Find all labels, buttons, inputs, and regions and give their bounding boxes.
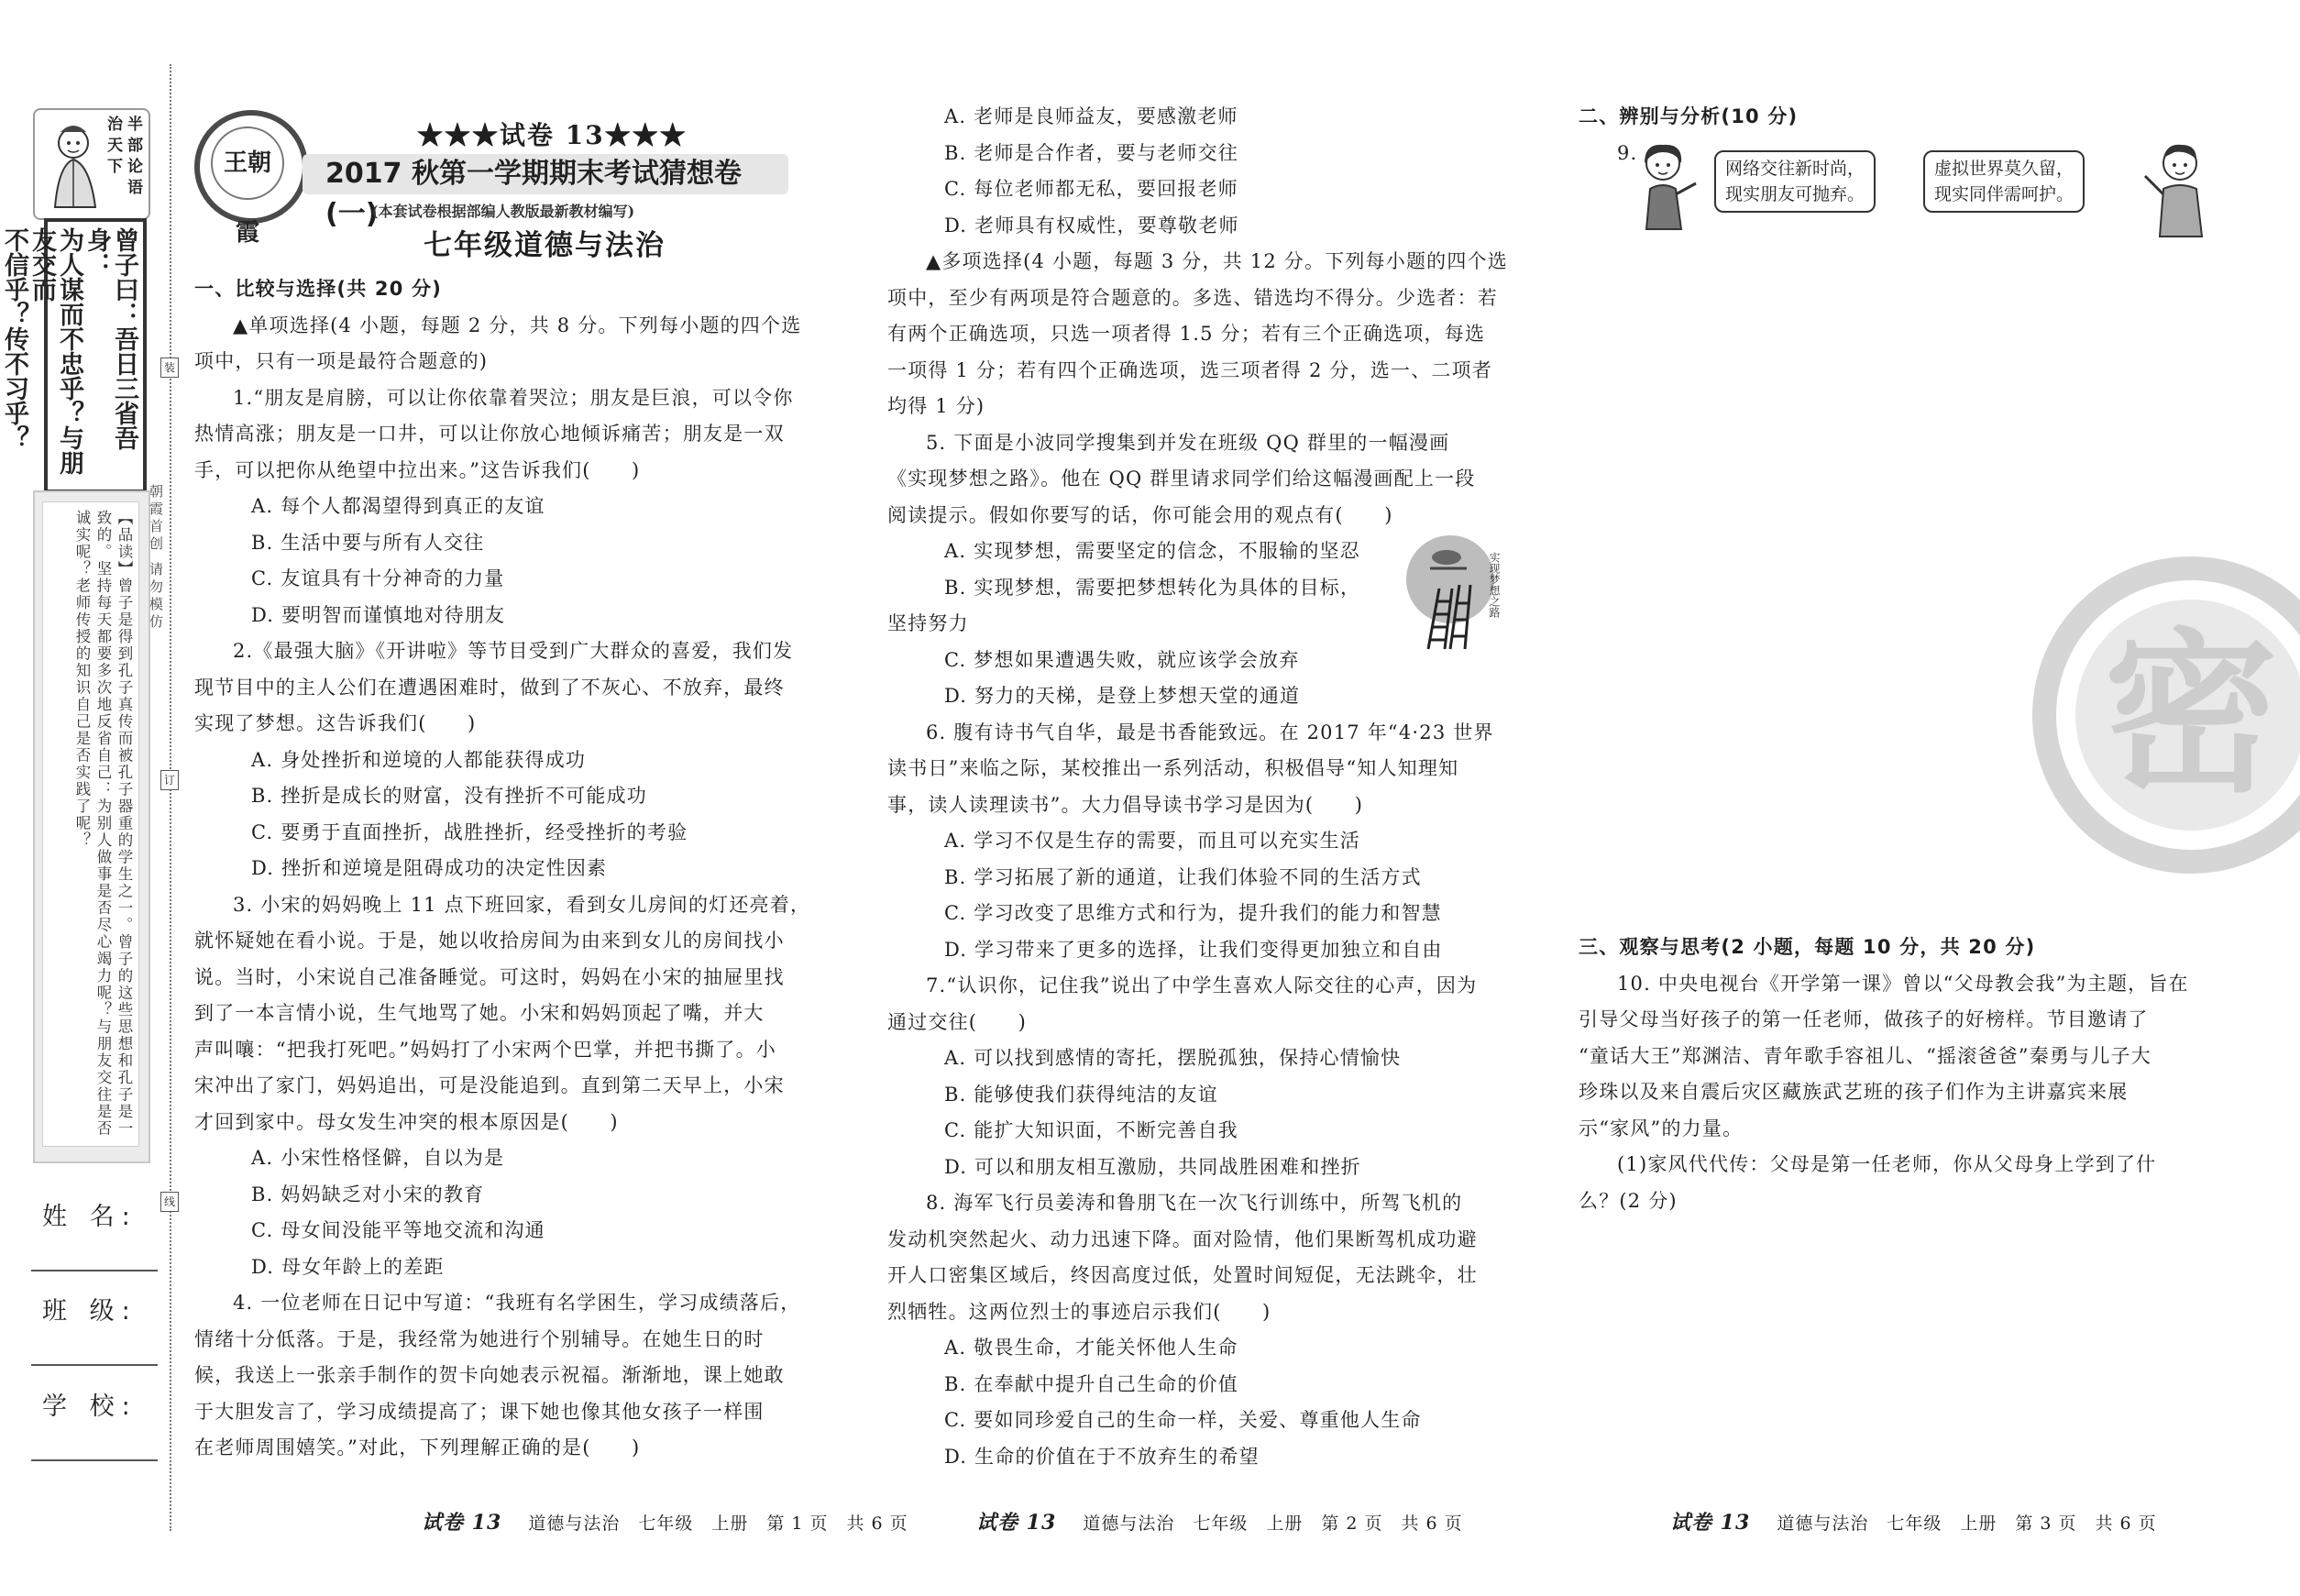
answer-option: D. 挫折和逆境是阻碍成功的决定性因素 [251, 857, 608, 879]
footer-2-exam: 试卷 13 [976, 1511, 1057, 1535]
question-text-line: 示“家风”的力量。 [1579, 1117, 1744, 1139]
logo-text: 王朝霞 [211, 127, 284, 200]
question-text-line: 通过交往( ) [887, 1010, 1027, 1033]
comment-box [33, 490, 150, 1163]
subject-title: 七年级道德与法治 [424, 229, 666, 262]
answer-option: C. 友谊具有十分神奇的力量 [251, 567, 505, 589]
question-9-number: 9. [1617, 141, 1638, 164]
footer-1-exam: 试卷 13 [422, 1511, 502, 1535]
banxian-motto: 半部论语治天下 [104, 116, 142, 200]
answer-option: A. 小宋性格怪僻，自以为是 [251, 1147, 505, 1169]
confucius-illustration [42, 119, 108, 211]
section-3-block [1579, 930, 2220, 1219]
question-text-line: 2.《最强大脑》《开讲啦》等节目受到广大群众的喜爱，我们发 [233, 640, 794, 662]
section-2-heading: 二、辨别与分析(10 分) [1579, 105, 1799, 127]
answer-option: B. 能够使我们获得纯洁的友谊 [944, 1083, 1218, 1106]
question-text-line: (1)家风代代传：父母是第一任老师，你从父母身上学到了什 [1617, 1153, 2157, 1175]
answer-option: C. 梦想如果遭遇失败，就应该学会放弃 [944, 648, 1300, 671]
answer-option: B. 挫折是成长的财富，没有挫折不可能成功 [251, 785, 647, 807]
question-text-line: 手，可以把你从绝望中拉出来。”这告诉我们( ) [194, 458, 641, 481]
question-text-line: 事，读人读理读书”。大力倡导读书学习是因为( ) [887, 793, 1364, 816]
question-text-line: 4. 一位老师在日记中写道：“我班有名学困生，学习成绩落后， [233, 1292, 801, 1314]
question-10 [1579, 966, 2220, 1220]
answer-option: D. 努力的天梯，是登上梦想天堂的通道 [944, 685, 1301, 707]
bubble-right-line-2: 现实同伴需呵护。 [1934, 184, 2074, 204]
footer-3-info: 道德与法治 七年级 上册 第 3 页 共 6 页 [1777, 1513, 2157, 1534]
name-label: 姓 名: [42, 1203, 138, 1231]
answer-option: D. 学习带来了更多的选择，让我们变得更加独立和自由 [944, 938, 1443, 961]
bubble-left-line-1: 网络交往新时尚， [1725, 159, 1865, 179]
footer-1-info: 道德与法治 七年级 上册 第 1 页 共 6 页 [528, 1513, 908, 1534]
question-text-line: 5. 下面是小波同学搜集到并发在班级 QQ 群里的一幅漫画 [926, 431, 1450, 454]
answer-option: A. 实现梦想，需要坚定的信念，不服输的坚忍 [944, 540, 1360, 562]
secret-stamp [2026, 550, 2300, 880]
section-3-heading: 三、观察与思考(2 小题，每题 10 分，共 20 分) [1579, 936, 2036, 958]
answer-option: C. 每位老师都无私，要回报老师 [944, 178, 1238, 200]
answer-option: D. 要明智而谨慎地对待朋友 [251, 603, 506, 626]
banxian-box [33, 108, 150, 220]
question-text-line: ▲单项选择(4 小题，每题 2 分，共 8 分。下列每小题的四个选 [233, 314, 802, 336]
bubble-left-line-2: 现实朋友可抛弃。 [1725, 184, 1865, 204]
bubble-left [1714, 150, 1876, 213]
section-heading: 一、比较与选择(共 20 分) [194, 278, 443, 300]
exam-number: ★★★试卷 13★★★ [417, 120, 688, 150]
binding-cut-line [170, 64, 171, 1531]
answer-option: B. 实现梦想，需要把梦想转化为具体的目标， [944, 576, 1361, 599]
question-text-line: 么？(2 分) [1579, 1189, 1678, 1212]
cut-mark-ding: 订 [160, 770, 179, 790]
question-text-line: 开人口密集区域后，终因高度过低，处置时间短促，无法跳伞，壮 [887, 1264, 1478, 1286]
answer-option: A. 老师是良师益友，要感激老师 [944, 105, 1238, 127]
answer-option: A. 敬畏生命，才能关怀他人生命 [944, 1337, 1238, 1359]
answer-option: A. 每个人都渴望得到真正的友谊 [251, 495, 545, 517]
class-label: 班 级: [42, 1297, 138, 1326]
question-text-line: 珍珠以及来自震后灾区藏族武艺班的孩子们作为主讲嘉宾来展 [1579, 1081, 2129, 1103]
answer-option: B. 在奉献中提升自己生命的价值 [944, 1372, 1238, 1395]
name-field[interactable] [31, 1270, 158, 1271]
question-text-line: ▲多项选择(4 小题，每题 3 分，共 12 分。下列每小题的四个选 [926, 250, 1508, 272]
question-text-line: 10. 中央电视台《开学第一课》曾以“父母教会我”为主题，旨在 [1617, 972, 2189, 995]
question-text-line: 均得 1 分) [887, 395, 985, 417]
quote-line-3: 不信乎？传不习乎？ [0, 227, 28, 450]
cut-mark-xian: 线 [160, 1192, 179, 1212]
answer-option: A. 学习不仅是生存的需要，而且可以充实生活 [944, 830, 1360, 852]
footer-3-exam: 试卷 13 [1670, 1511, 1751, 1535]
question-text-line: 6. 腹有诗书气自华，最是书香能致远。在 2017 年“4·23 世界 [926, 721, 1494, 743]
confucius-quote [0, 227, 138, 486]
bubble-right [1923, 150, 2085, 213]
answer-option: B. 妈妈缺乏对小宋的教育 [251, 1183, 485, 1205]
question-text-line: 1.“朋友是肩膀，可以让你依靠着哭泣；朋友是巨浪，可以令你 [233, 386, 794, 409]
question-text-line: 声叫嚷：“把我打死吧。”妈妈打了小宋两个巴掌，并把书撕了。小 [194, 1038, 776, 1061]
question-text-line: 烈牺牲。这两位烈士的事迹启示我们( ) [887, 1300, 1271, 1323]
question-text-line: 现节目中的主人公们在遭遇困难时，做到了不灰心、不放弃，最终 [194, 676, 785, 699]
question-text-line: 候，我送上一张亲手制作的贺卡向她表示祝福。渐渐地，课上她敢 [194, 1364, 785, 1386]
column-page-2 [887, 99, 1511, 1475]
question-text-line: 热情高涨；朋友是一口井，可以让你放心地倾诉痛苦；朋友是一双 [194, 423, 785, 445]
answer-option: D. 老师具有权威性，要尊敬老师 [944, 214, 1239, 237]
column-page-1 [194, 271, 818, 1467]
answer-option: C. 学习改变了思维方式和行为，提升我们的能力和智慧 [944, 902, 1442, 924]
quote-line-1: 曾子曰：吾日三省吾身： [83, 227, 138, 450]
question-text-line: 项中，至少有两项是符合题意的。多选、错选均不得分。少选者：若 [887, 286, 1498, 309]
cut-note: 朝霞首创 请勿模仿 [148, 484, 164, 632]
question-text-line: 引导父母当好孩子的第一任老师，做孩子的好榜样。节目邀请了 [1579, 1008, 2149, 1030]
question-text-line: 一项得 1 分；若有四个正确选项，选三项者得 2 分，选一、二项者 [887, 358, 1493, 381]
question-text-line: 《实现梦想之路》。他在 QQ 群里请求同学们给这幅漫画配上一段 [887, 468, 1476, 490]
question-text-line: 于大胆发言了，学习成绩提高了；课下她也像其他女孩子一样围 [194, 1400, 765, 1423]
cut-mark-zhuang: 装 [160, 358, 179, 378]
footer-page-2 [976, 1507, 1463, 1535]
question-text-line: 实现了梦想。这告诉我们( ) [194, 712, 477, 734]
question-text-line: 阅读提示。假如你要写的话，你可能会用的观点有( ) [887, 503, 1393, 526]
exam-note: (本套试卷根据部编人教版最新教材编写) [371, 203, 635, 220]
question-text-line: 读书日”来临之际，某校推出一系列活动，积极倡导“知人知理知 [887, 757, 1459, 779]
answer-option: A. 可以找到感情的寄托，摆脱孤独，保持心情愉快 [944, 1047, 1402, 1069]
question-text-line: “童话大王”郑渊洁、青年歌手容祖儿、“摇滚爸爸”秦勇与儿子大 [1579, 1044, 2151, 1067]
footer-page-3 [1670, 1507, 2157, 1535]
stamp-char: 密 [2103, 613, 2279, 816]
answer-option: D. 母女年龄上的差距 [251, 1255, 445, 1278]
question-text-line: 7.“认识你，记住我”说出了中学生喜欢人际交往的心声，因为 [926, 974, 1478, 996]
question-text-line: 到了一本言情小说，生气地骂了她。小宋和妈妈顶起了嘴，并大 [194, 1002, 765, 1024]
answer-option: B. 老师是合作者，要与老师交往 [944, 141, 1238, 164]
answer-option: C. 母女间没能平等地交流和沟通 [251, 1219, 545, 1241]
question-text-line: 项中，只有一项是最符合题意的) [194, 350, 489, 372]
bubble-right-line-1: 虚拟世界莫久留， [1934, 159, 2074, 179]
ladder-caption: 实现梦想之路 [1488, 552, 1501, 618]
answer-option: B. 生活中要与所有人交往 [251, 531, 485, 554]
question-text-line: 宋冲出了家门，妈妈追出，可是没能追到。直到第二天早上，小宋 [194, 1074, 785, 1096]
answer-option: D. 可以和朋友相互激励，共同战胜困难和挫折 [944, 1155, 1361, 1178]
quote-box [0, 218, 147, 493]
question-text-line: 就怀疑她在看小说。于是，她以收拾房间为由来到女儿的房间找小 [194, 930, 785, 952]
quote-line-2: 为人谋而不忠乎？与朋友交而 [28, 227, 83, 475]
comment-inner [42, 501, 139, 1147]
comment-text: 【品读】曾子是得到孔子真传而被孔子器重的学生之一。曾子的这些思想和孔子是一致的。坚持每天都要多次地反省自己：为别人做事是否尽心竭力呢？与朋友交往是否诚实呢？老师传授的知识自己是否实践了呢？ [73, 510, 133, 1138]
publisher-logo [194, 110, 308, 247]
question-text-line: 坚持努力 [887, 612, 969, 634]
footer-page-1 [422, 1507, 908, 1535]
question-text-line: 发动机突然起火、动力迅速下降。面对险情，他们果断驾机成功避 [887, 1227, 1478, 1250]
question-text-line: 有两个正确选项，只选一项者得 1.5 分；若有三个正确选项，每选 [887, 323, 1486, 345]
girl-figure [1632, 139, 1705, 231]
q9-cartoon [1632, 139, 2218, 249]
question-text-line: 8. 海军飞行员姜涛和鲁朋飞在一次飞行训练中，所驾飞机的 [926, 1192, 1463, 1214]
answer-option: C. 要勇于直面挫折，战胜挫折，经受挫折的考验 [251, 820, 688, 843]
question-text-line: 才回到家中。母女发生冲突的根本原因是( ) [194, 1110, 619, 1133]
school-label: 学 校: [42, 1392, 138, 1421]
question-text-line: 3. 小宋的妈妈晚上 11 点下班回家，看到女儿房间的灯还亮着， [233, 893, 811, 916]
exam-title: 2017 秋第一学期期末考试猜想卷(一) [303, 154, 788, 194]
answer-option: D. 生命的价值在于不放弃生的希望 [944, 1445, 1260, 1468]
dream-ladder-illustration [1403, 532, 1502, 651]
answer-option: C. 能扩大知识面，不断完善自我 [944, 1119, 1238, 1141]
answer-option: B. 学习拓展了新的通道，让我们体验不同的生活方式 [944, 865, 1422, 888]
footer-2-info: 道德与法治 七年级 上册 第 2 页 共 6 页 [1083, 1513, 1463, 1534]
answer-option: C. 要如同珍爱自己的生命一样，关爱、尊重他人生命 [944, 1409, 1422, 1431]
answer-option: A. 身处挫折和逆境的人都能获得成功 [251, 748, 587, 771]
school-field[interactable] [31, 1459, 158, 1461]
class-field[interactable] [31, 1364, 158, 1366]
boy-figure [2134, 139, 2217, 240]
question-text-line: 情绪十分低落。于是，我经常为她进行个别辅导。在她生日的时 [194, 1327, 765, 1350]
question-text-line: 在老师周围嬉笑。”对此，下列理解正确的是( ) [194, 1436, 641, 1458]
question-text-line: 说。当时，小宋说自己准备睡觉。可这时，妈妈在小宋的抽屉里找 [194, 965, 785, 988]
